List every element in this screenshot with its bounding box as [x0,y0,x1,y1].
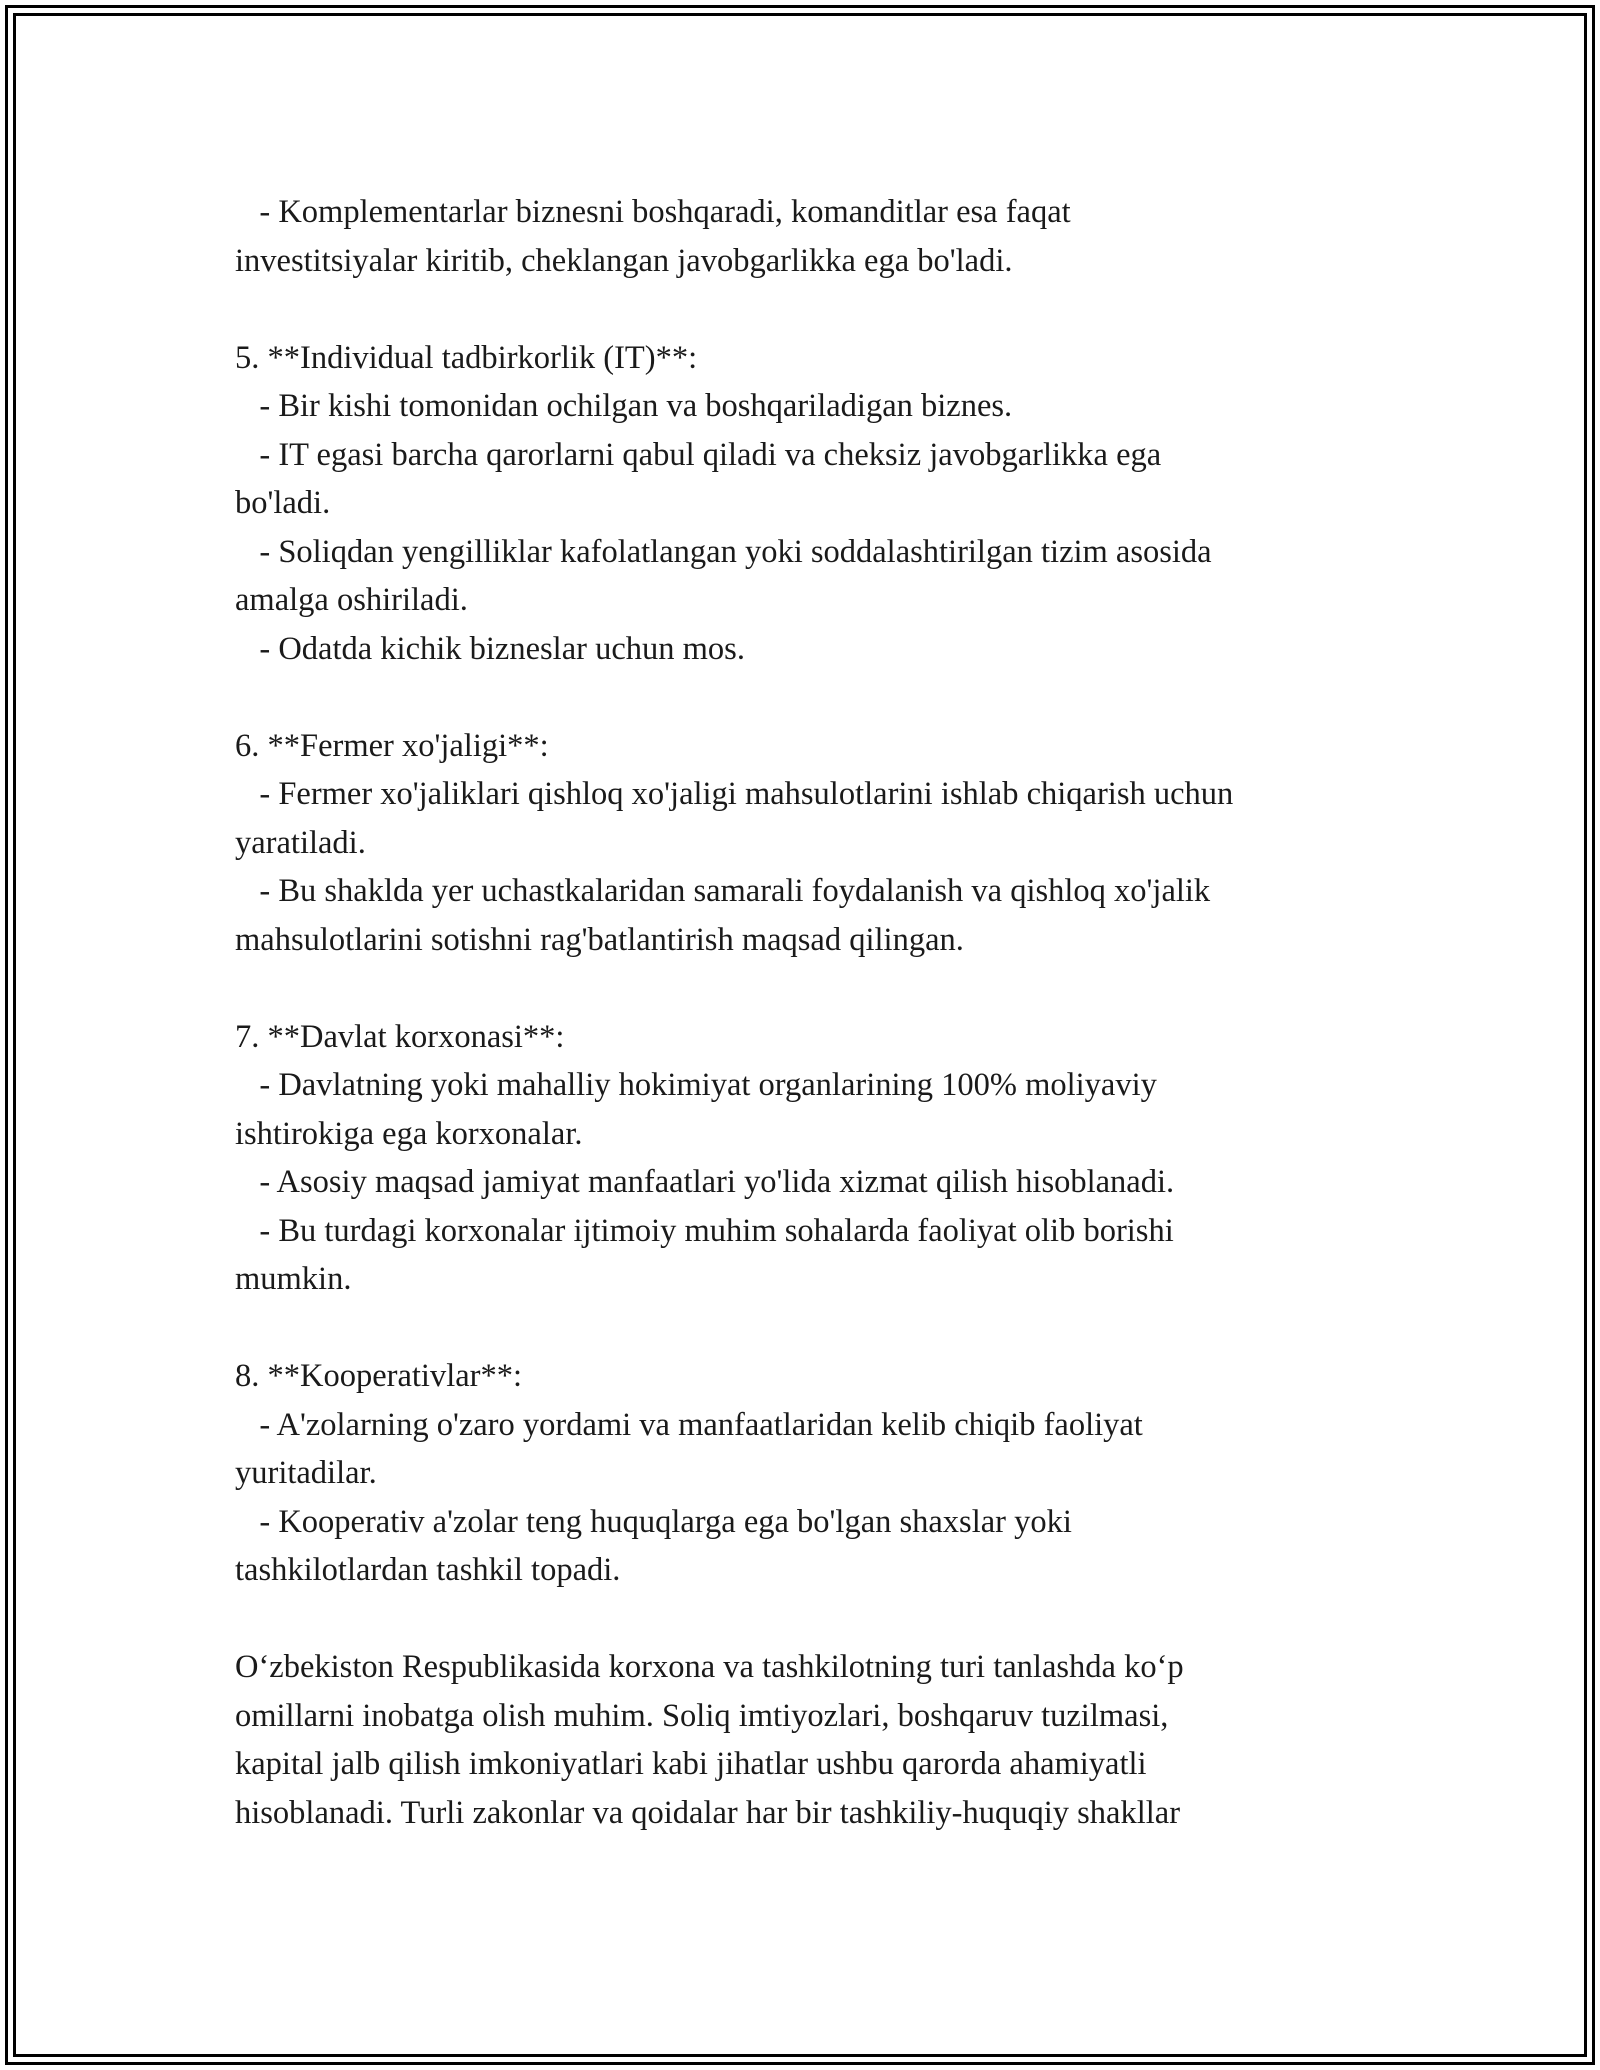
blank-line [235,285,1395,334]
text-line: - Bu shaklda yer uchastkalaridan samarali foydalanish va qishloq xo'jalik [235,873,1211,909]
paragraph-line: omillarni inobatga olish muhim. Soliq imtiyozlari, boshqaruv tuzilmasi, [235,1697,1169,1734]
text-line: - Davlatning yoki mahalliy hokimiyat organlarining 100% moliyaviy [235,1067,1157,1103]
text-line: yaratiladi. [235,824,366,861]
text-line: - Bu turdagi korxonalar ijtimoiy muhim sohalarda faoliyat olib borishi [235,1212,1174,1249]
text-line: mumkin. [235,1261,352,1297]
text-line: amalga oshiriladi. [235,582,468,618]
text-line: bo'ladi. [235,485,331,521]
text-line: - Odatda kichik bizneslar uchun mos. [235,630,745,667]
document-body [235,188,1395,1837]
blank-line [235,673,1395,722]
section-heading: 6. **Fermer xo'jaligi**: [235,727,549,764]
section-heading: 5. **Individual tadbirkorlik (IT)**: [235,339,698,376]
text-line: yuritadilar. [235,1455,377,1491]
text-line: - Soliqdan yengilliklar kafolatlangan yoki soddalashtirilgan tizim asosida [235,533,1212,570]
paragraph-line: kapital jalb qilish imkoniyatlari kabi jihatlar ushbu qarorda ahamiyatli [235,1746,1147,1782]
blank-line [235,1595,1395,1644]
section-heading: 8. **Kooperativlar**: [235,1358,523,1394]
text-line: - IT egasi barcha qarorlarni qabul qiladi va cheksiz javobgarlikka ega [235,436,1162,473]
text-line: - Bir kishi tomonidan ochilgan va boshqariladigan biznes. [235,388,1013,424]
text-line: ishtirokiga ega korxonalar. [235,1115,583,1152]
text-line: - A'zolarning o'zaro yordami va manfaatlaridan kelib chiqib faoliyat [235,1406,1143,1443]
blank-line [235,1304,1395,1353]
text-line: - Komplementarlar biznesni boshqaradi, komanditlar esa faqat [235,194,1071,230]
text-line: - Kooperativ a'zolar teng huquqlarga ega bo'lgan shaxslar yoki [235,1503,1072,1540]
text-line: tashkilotlardan tashkil topadi. [235,1552,621,1588]
paragraph-line: O‘zbekiston Respublikasida korxona va tashkilotning turi tanlashda ko‘p [235,1649,1184,1685]
blank-line [235,964,1395,1013]
text-line: - Fermer xo'jaliklari qishloq xo'jaligi mahsulotlarini ishlab chiqarish uchun [235,776,1234,812]
text-line: investitsiyalar kiritib, cheklangan javobgarlikka ega bo'ladi. [235,242,1013,279]
text-line: - Asosiy maqsad jamiyat manfaatlari yo'lida xizmat qilish hisoblanadi. [235,1164,1175,1200]
text-line: mahsulotlarini sotishni rag'batlantirish maqsad qilingan. [235,921,964,958]
paragraph-line: hisoblanadi. Turli zakonlar va qoidalar har bir tashkiliy-huquqiy shakllar [235,1794,1181,1831]
section-heading: 7. **Davlat korxonasi**: [235,1018,565,1055]
